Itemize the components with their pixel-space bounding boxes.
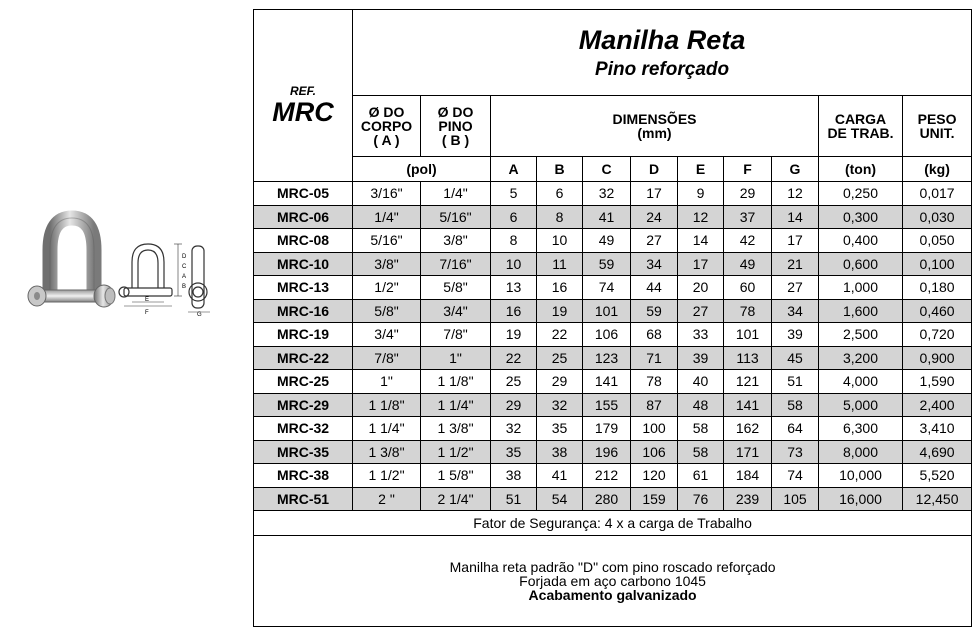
corpo-cell: 1/2": [353, 276, 421, 300]
dim-cell: 33: [678, 323, 724, 347]
peso-cell: 4,690: [903, 440, 972, 464]
page-subtitle: Pino reforçado: [595, 58, 730, 80]
ref-cell: MRC-25: [254, 370, 353, 394]
dim-cell: 71: [631, 346, 678, 370]
dim-cell: 27: [631, 229, 678, 253]
ref-cell: MRC-16: [254, 299, 353, 323]
pino-cell: 1": [421, 346, 491, 370]
peso-cell: 2,400: [903, 393, 972, 417]
dim-cell: 51: [491, 487, 537, 511]
dim-cell: 171: [724, 440, 772, 464]
dim-cell: 58: [772, 393, 819, 417]
dim-cell: 42: [724, 229, 772, 253]
col-header-carga: CARGA DE TRAB.: [819, 96, 903, 157]
dim-cell: 8: [537, 205, 583, 229]
peso-cell: 0,017: [903, 182, 972, 206]
ref-cell: MRC-06: [254, 205, 353, 229]
col-header-dimensoes: DIMENSÕES (mm): [491, 96, 819, 157]
dim-cell: 27: [772, 276, 819, 300]
ref-cell: MRC-10: [254, 252, 353, 276]
dim-cell: 10: [537, 229, 583, 253]
dim-cell: 32: [537, 393, 583, 417]
dim-cell: 51: [772, 370, 819, 394]
corpo-cell: 3/8": [353, 252, 421, 276]
diagram-label-d: D: [182, 254, 187, 260]
peso-cell: 0,180: [903, 276, 972, 300]
dim-cell: 11: [537, 252, 583, 276]
dim-cell: 27: [678, 299, 724, 323]
dim-cell: 16: [537, 276, 583, 300]
dim-cell: 25: [491, 370, 537, 394]
dim-cell: 29: [724, 182, 772, 206]
dim-cell: 179: [583, 417, 631, 441]
dim-cell: 38: [537, 440, 583, 464]
corpo-cell: 2 ": [353, 487, 421, 511]
dim-cell: 106: [631, 440, 678, 464]
dim-cell: 280: [583, 487, 631, 511]
dim-cell: 14: [772, 205, 819, 229]
carga-cell: 1,600: [819, 299, 903, 323]
dim-cell: 212: [583, 464, 631, 488]
table-row: [254, 393, 972, 417]
ref-cell: MRC-29: [254, 393, 353, 417]
ref-cell: MRC-08: [254, 229, 353, 253]
corpo-cell: 1": [353, 370, 421, 394]
unit-a: A: [491, 157, 537, 182]
product-notes: [254, 536, 972, 627]
ref-cell: MRC-38: [254, 464, 353, 488]
peso-cell: 0,050: [903, 229, 972, 253]
peso-cell: 5,520: [903, 464, 972, 488]
diagram-label-c: C: [182, 264, 187, 270]
dim-cell: 60: [724, 276, 772, 300]
unit-g: G: [772, 157, 819, 182]
dim-cell: 19: [537, 299, 583, 323]
unit-f: F: [724, 157, 772, 182]
dim-cell: 155: [583, 393, 631, 417]
dim-cell: 35: [491, 440, 537, 464]
pino-cell: 1 3/8": [421, 417, 491, 441]
dim-cell: 6: [491, 205, 537, 229]
dim-cell: 32: [583, 182, 631, 206]
ref-cell: MRC-05: [254, 182, 353, 206]
dim-cell: 58: [678, 417, 724, 441]
dim-cell: 54: [537, 487, 583, 511]
dim-cell: 14: [678, 229, 724, 253]
dim-cell: 38: [491, 464, 537, 488]
corpo-cell: 1 1/2": [353, 464, 421, 488]
corpo-cell: 5/8": [353, 299, 421, 323]
table-row: [254, 440, 972, 464]
dim-cell: 159: [631, 487, 678, 511]
dim-cell: 39: [678, 346, 724, 370]
carga-cell: 16,000: [819, 487, 903, 511]
diagram-label-e: E: [145, 297, 150, 303]
carga-cell: 0,400: [819, 229, 903, 253]
dim-cell: 21: [772, 252, 819, 276]
dim-cell: 121: [724, 370, 772, 394]
table-row: [254, 229, 972, 253]
table-row: [254, 276, 972, 300]
dim-cell: 16: [491, 299, 537, 323]
dim-cell: 17: [772, 229, 819, 253]
dim-cell: 73: [772, 440, 819, 464]
dim-cell: 184: [724, 464, 772, 488]
table-row: [254, 299, 972, 323]
dim-cell: 120: [631, 464, 678, 488]
unit-c: C: [583, 157, 631, 182]
dim-cell: 106: [583, 323, 631, 347]
dim-cell: 59: [631, 299, 678, 323]
ref-header-cell: [254, 10, 353, 182]
ref-code: MRC: [272, 97, 334, 127]
dim-cell: 37: [724, 205, 772, 229]
carga-cell: 0,300: [819, 205, 903, 229]
dim-cell: 141: [724, 393, 772, 417]
carga-cell: 8,000: [819, 440, 903, 464]
pino-cell: 7/8": [421, 323, 491, 347]
dim-cell: 59: [583, 252, 631, 276]
dim-cell: 12: [678, 205, 724, 229]
dim-cell: 17: [678, 252, 724, 276]
dim-cell: 74: [583, 276, 631, 300]
dim-cell: 45: [772, 346, 819, 370]
dim-cell: 239: [724, 487, 772, 511]
dim-cell: 41: [583, 205, 631, 229]
table-row: [254, 323, 972, 347]
dim-cell: 74: [772, 464, 819, 488]
peso-cell: 0,100: [903, 252, 972, 276]
corpo-cell: 1 1/4": [353, 417, 421, 441]
diagram-label-g: G: [197, 312, 202, 316]
ref-cell: MRC-13: [254, 276, 353, 300]
dim-cell: 6: [537, 182, 583, 206]
dim-cell: 40: [678, 370, 724, 394]
title-cell: [353, 10, 972, 96]
dim-cell: 34: [631, 252, 678, 276]
dim-cell: 48: [678, 393, 724, 417]
table-row: [254, 464, 972, 488]
dim-cell: 87: [631, 393, 678, 417]
pino-cell: 2 1/4": [421, 487, 491, 511]
diagram-label-a: A: [182, 274, 187, 280]
peso-cell: 1,590: [903, 370, 972, 394]
unit-b: B: [537, 157, 583, 182]
ref-cell: MRC-19: [254, 323, 353, 347]
col-header-pino: Ø DO PINO ( B ): [421, 96, 491, 157]
pino-cell: 5/8": [421, 276, 491, 300]
dim-cell: 39: [772, 323, 819, 347]
dim-cell: 101: [583, 299, 631, 323]
pino-cell: 3/4": [421, 299, 491, 323]
diagram-label-b: B: [182, 284, 187, 290]
dim-cell: 78: [724, 299, 772, 323]
dim-cell: 44: [631, 276, 678, 300]
dim-cell: 123: [583, 346, 631, 370]
dim-cell: 19: [491, 323, 537, 347]
peso-cell: 0,460: [903, 299, 972, 323]
dim-cell: 64: [772, 417, 819, 441]
dim-cell: 10: [491, 252, 537, 276]
corpo-cell: 3/4": [353, 323, 421, 347]
col-header-corpo: Ø DO CORPO ( A ): [353, 96, 421, 157]
ref-cell: MRC-32: [254, 417, 353, 441]
dim-cell: 29: [491, 393, 537, 417]
shackle-dimension-diagram: [118, 236, 228, 316]
carga-cell: 3,200: [819, 346, 903, 370]
peso-cell: 3,410: [903, 417, 972, 441]
dim-cell: 196: [583, 440, 631, 464]
peso-cell: 0,720: [903, 323, 972, 347]
dim-cell: 35: [537, 417, 583, 441]
dim-cell: 113: [724, 346, 772, 370]
unit-kg: (kg): [903, 157, 972, 182]
page-title: Manilha Reta: [578, 24, 746, 55]
safety-factor: Fator de Segurança: 4 x a carga de Trabalho: [254, 511, 972, 536]
peso-cell: 12,450: [903, 487, 972, 511]
shackle-photo: [22, 208, 122, 320]
carga-cell: 5,000: [819, 393, 903, 417]
corpo-cell: 3/16": [353, 182, 421, 206]
pino-cell: 3/8": [421, 229, 491, 253]
corpo-cell: 5/16": [353, 229, 421, 253]
dim-cell: 5: [491, 182, 537, 206]
unit-ton: (ton): [819, 157, 903, 182]
dim-cell: 9: [678, 182, 724, 206]
col-header-peso: PESO UNIT.: [903, 96, 972, 157]
unit-e: E: [678, 157, 724, 182]
ref-label: REF.: [289, 84, 316, 98]
pino-cell: 1/4": [421, 182, 491, 206]
table-row: [254, 182, 972, 206]
dim-cell: 25: [537, 346, 583, 370]
dim-cell: 68: [631, 323, 678, 347]
table-row: [254, 252, 972, 276]
spec-table: [253, 9, 972, 627]
table-row: [254, 370, 972, 394]
dim-cell: 34: [772, 299, 819, 323]
unit-d: D: [631, 157, 678, 182]
corpo-cell: 1/4": [353, 205, 421, 229]
dim-cell: 76: [678, 487, 724, 511]
dim-cell: 32: [491, 417, 537, 441]
pino-cell: 7/16": [421, 252, 491, 276]
dim-cell: 49: [724, 252, 772, 276]
peso-cell: 0,900: [903, 346, 972, 370]
ref-cell: MRC-35: [254, 440, 353, 464]
dim-cell: 105: [772, 487, 819, 511]
dim-cell: 78: [631, 370, 678, 394]
pino-cell: 1 5/8": [421, 464, 491, 488]
ref-cell: MRC-22: [254, 346, 353, 370]
dim-cell: 141: [583, 370, 631, 394]
dim-cell: 100: [631, 417, 678, 441]
table-row: [254, 417, 972, 441]
dim-cell: 24: [631, 205, 678, 229]
carga-cell: 2,500: [819, 323, 903, 347]
dim-cell: 22: [491, 346, 537, 370]
carga-cell: 6,300: [819, 417, 903, 441]
dim-cell: 29: [537, 370, 583, 394]
carga-cell: 0,600: [819, 252, 903, 276]
pino-cell: 1 1/4": [421, 393, 491, 417]
dim-cell: 20: [678, 276, 724, 300]
pino-cell: 1 1/8": [421, 370, 491, 394]
dim-cell: 41: [537, 464, 583, 488]
dim-cell: 22: [537, 323, 583, 347]
dim-cell: 58: [678, 440, 724, 464]
dim-cell: 17: [631, 182, 678, 206]
dim-cell: 49: [583, 229, 631, 253]
note-line-2: Forjada em aço carbono 1045: [519, 573, 706, 589]
unit-pol: (pol): [353, 157, 491, 182]
dim-cell: 13: [491, 276, 537, 300]
corpo-cell: 7/8": [353, 346, 421, 370]
pino-cell: 5/16": [421, 205, 491, 229]
dim-cell: 12: [772, 182, 819, 206]
table-row: [254, 205, 972, 229]
note-line-3: Acabamento galvanizado: [528, 587, 697, 603]
table-row: [254, 487, 972, 511]
peso-cell: 0,030: [903, 205, 972, 229]
corpo-cell: 1 3/8": [353, 440, 421, 464]
carga-cell: 1,000: [819, 276, 903, 300]
diagram-label-f: F: [145, 310, 149, 316]
table-row: [254, 346, 972, 370]
dim-cell: 101: [724, 323, 772, 347]
corpo-cell: 1 1/8": [353, 393, 421, 417]
carga-cell: 10,000: [819, 464, 903, 488]
ref-cell: MRC-51: [254, 487, 353, 511]
dim-cell: 8: [491, 229, 537, 253]
carga-cell: 4,000: [819, 370, 903, 394]
carga-cell: 0,250: [819, 182, 903, 206]
note-line-1: Manilha reta padrão "D" com pino roscado reforçado: [449, 559, 776, 575]
dim-cell: 61: [678, 464, 724, 488]
pino-cell: 1 1/2": [421, 440, 491, 464]
dim-cell: 162: [724, 417, 772, 441]
